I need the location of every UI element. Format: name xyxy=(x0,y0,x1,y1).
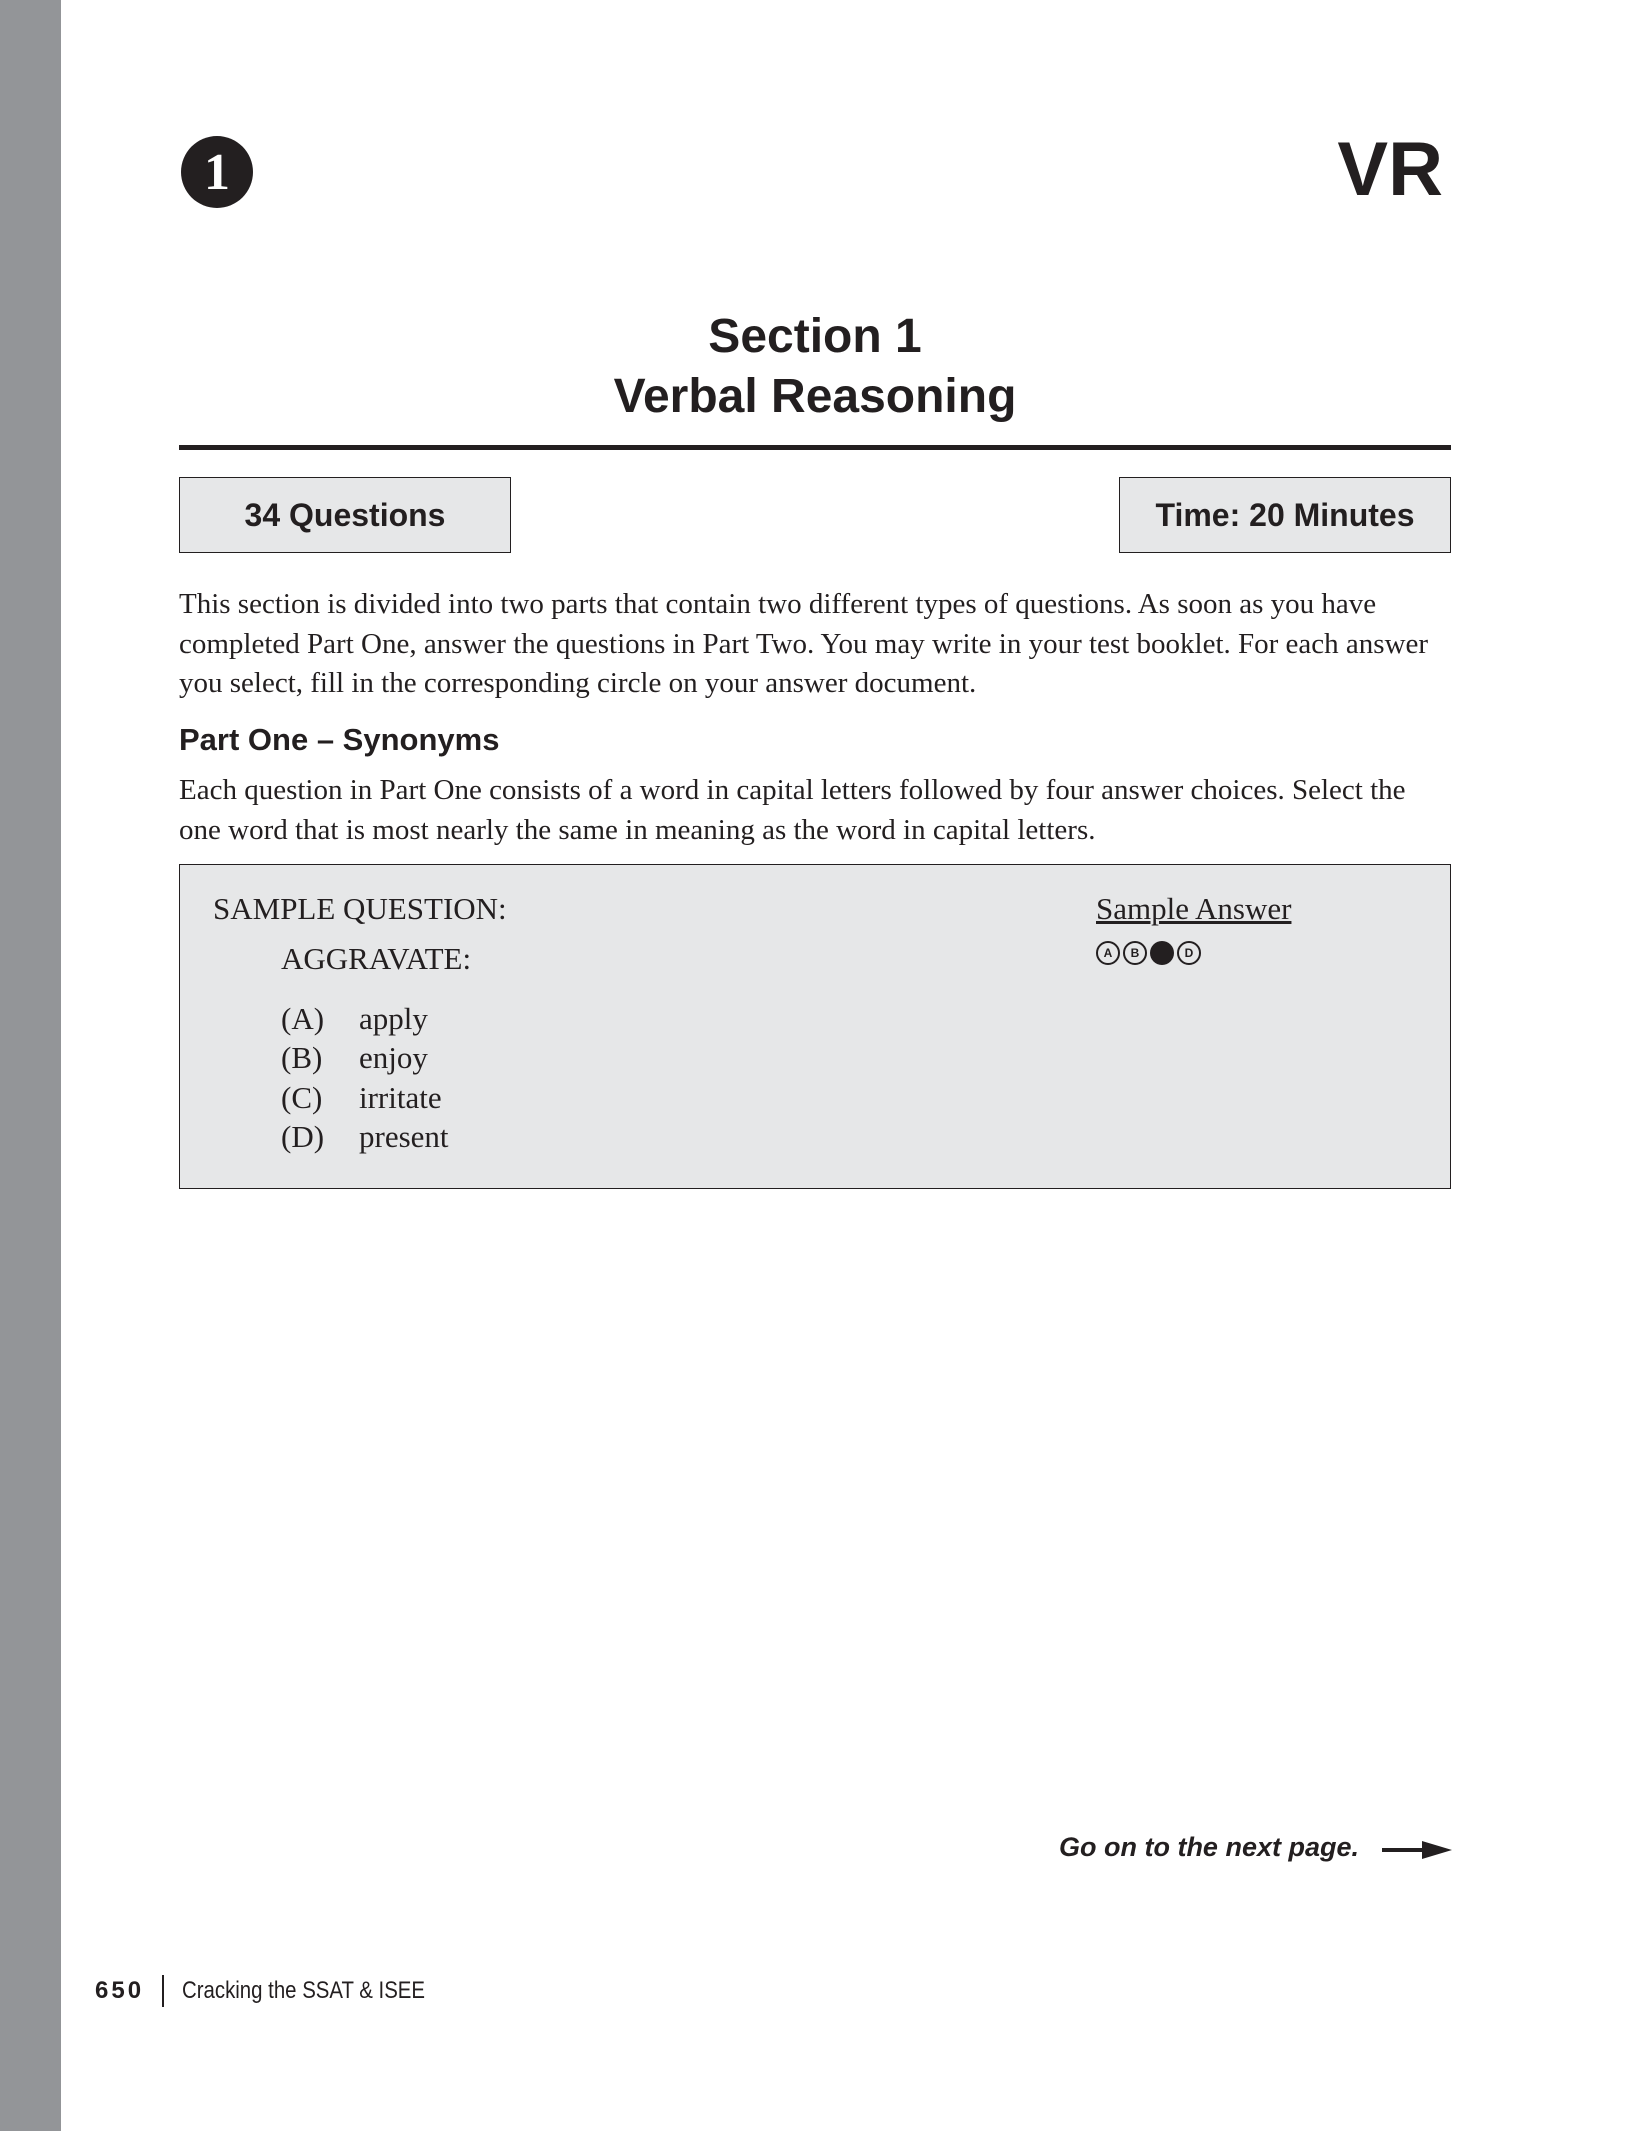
choice-letter: (C) xyxy=(281,1080,323,1115)
divider xyxy=(179,445,1451,450)
text-line: one word that is most nearly the same in meaning as the word in capital letters. xyxy=(179,813,1096,846)
footer-divider xyxy=(162,1975,164,2007)
answer-bubble-d: D xyxy=(1177,941,1201,965)
text-line: Each question in Part One consists of a word in capital letters followed by four answer choices. Select the xyxy=(179,774,1406,806)
page-edge-bar xyxy=(0,0,61,2131)
answer-bubble-b: B xyxy=(1123,941,1147,965)
section-subtitle: Verbal Reasoning xyxy=(613,370,1017,423)
page-number: 650 xyxy=(95,1977,145,2004)
choice-text: present xyxy=(359,1119,449,1154)
answer-bubble-c-filled xyxy=(1150,941,1174,965)
text-line: you select, fill in the corresponding circle on your answer document. xyxy=(179,667,977,699)
book-title: Cracking the SSAT & ISEE xyxy=(182,1977,426,2004)
section-title: Section 1 xyxy=(708,310,922,363)
section-number-badge: 1 xyxy=(181,136,253,208)
intro-paragraph xyxy=(179,585,1428,704)
go-on-text: Go on to the next page. xyxy=(1058,1832,1359,1862)
text-line: This section is divided into two parts that contain two different types of questions. As soon as you have xyxy=(179,588,1377,620)
text-line: completed Part One, answer the questions in Part Two. You may write in your test booklet. For each answer xyxy=(179,627,1429,660)
sample-word: AGGRAVATE: xyxy=(281,941,472,976)
answer-bubbles xyxy=(1096,941,1204,965)
choice-letter: (D) xyxy=(281,1119,325,1154)
answer-bubble-a: A xyxy=(1096,941,1120,965)
part-heading: Part One – Synonyms xyxy=(179,722,500,757)
sample-answer-label: Sample Answer xyxy=(1096,891,1292,926)
question-count-box: 34 Questions xyxy=(179,477,511,553)
part-instructions xyxy=(179,771,1406,850)
time-limit-box: Time: 20 Minutes xyxy=(1119,477,1451,553)
choice-letter: (A) xyxy=(281,1001,325,1036)
choice-text: apply xyxy=(359,1001,428,1036)
choice-text: enjoy xyxy=(359,1040,428,1075)
choice-letter: (B) xyxy=(281,1040,323,1075)
sample-label: SAMPLE QUESTION: xyxy=(213,891,507,926)
page-footer xyxy=(95,1975,468,2007)
section-code: VR xyxy=(1337,127,1443,212)
choice-text: irritate xyxy=(359,1080,442,1115)
arrow-right-icon xyxy=(1382,1838,1452,1862)
